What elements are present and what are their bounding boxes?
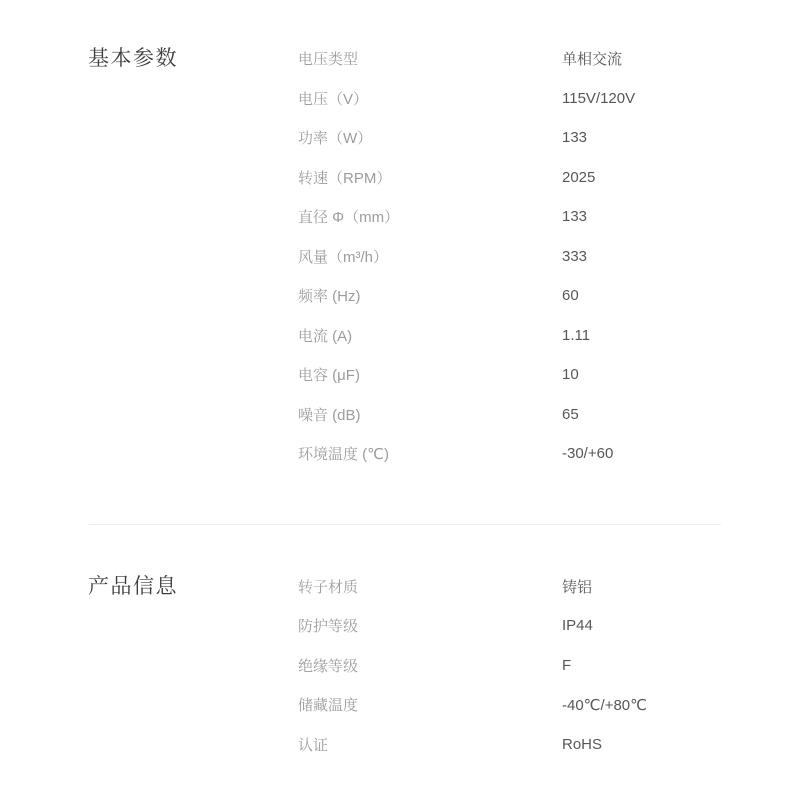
spec-label: 噪音 (dB) xyxy=(298,406,361,424)
spec-value: -40℃/+80℃ xyxy=(562,696,647,714)
spec-row-noise xyxy=(298,395,760,435)
spec-value: -30/+60 xyxy=(562,445,614,463)
spec-value: 10 xyxy=(562,366,579,384)
spec-row-airflow xyxy=(298,237,760,277)
section-product-info xyxy=(0,525,800,765)
spec-row-storage-temp xyxy=(298,685,760,725)
spec-value: 60 xyxy=(562,287,579,305)
spec-value: RoHS xyxy=(562,735,603,753)
product-info-rows xyxy=(298,567,760,765)
spec-label: 转速（RPM） xyxy=(298,169,392,187)
spec-value: 铸铝 xyxy=(562,578,593,596)
spec-value: 115V/120V xyxy=(562,89,636,107)
spec-label: 风量（m³/h） xyxy=(298,248,389,266)
spec-label: 功率（W） xyxy=(298,130,373,148)
spec-row-certification xyxy=(298,725,760,765)
section-title-basic-params: 基本参数 xyxy=(88,47,178,70)
spec-row-insulation-class xyxy=(298,646,760,686)
spec-value: 133 xyxy=(562,208,588,226)
section-title-product-info: 产品信息 xyxy=(88,574,178,598)
spec-label: 电容 (μF) xyxy=(298,367,360,385)
spec-label: 储藏温度 xyxy=(298,697,359,715)
spec-row-voltage xyxy=(298,79,760,119)
spec-value: 单相交流 xyxy=(562,51,623,69)
spec-label: 转子材质 xyxy=(298,578,359,596)
spec-row-speed xyxy=(298,158,760,198)
spec-label: 电流 (A) xyxy=(298,327,353,345)
spec-row-capacitance xyxy=(298,355,760,395)
spec-label: 环境温度 (℃) xyxy=(298,446,390,464)
spec-label: 绝缘等级 xyxy=(298,657,359,675)
spec-value: IP44 xyxy=(562,617,593,635)
spec-value: 2025 xyxy=(562,168,596,186)
basic-params-rows xyxy=(298,39,760,474)
spec-label: 电压类型 xyxy=(298,51,359,69)
spec-row-rotor-material xyxy=(298,567,760,607)
spec-row-current xyxy=(298,316,760,356)
spec-label: 频率 (Hz) xyxy=(298,288,361,306)
spec-value: F xyxy=(562,656,572,674)
spec-value: 1.11 xyxy=(562,326,591,344)
spec-value: 133 xyxy=(562,129,588,147)
spec-row-protection-rating xyxy=(298,606,760,646)
spec-label: 认证 xyxy=(298,736,329,754)
spec-row-voltage-type xyxy=(298,39,760,79)
spec-row-power xyxy=(298,118,760,158)
spec-row-ambient-temp xyxy=(298,434,760,474)
spec-value: 333 xyxy=(562,247,588,265)
spec-label: 直径 Φ（mm） xyxy=(298,209,400,227)
spec-value: 65 xyxy=(562,405,579,423)
spec-row-diameter xyxy=(298,197,760,237)
spec-label: 防护等级 xyxy=(298,618,359,636)
spec-row-frequency xyxy=(298,276,760,316)
spec-label: 电压（V） xyxy=(298,90,369,108)
